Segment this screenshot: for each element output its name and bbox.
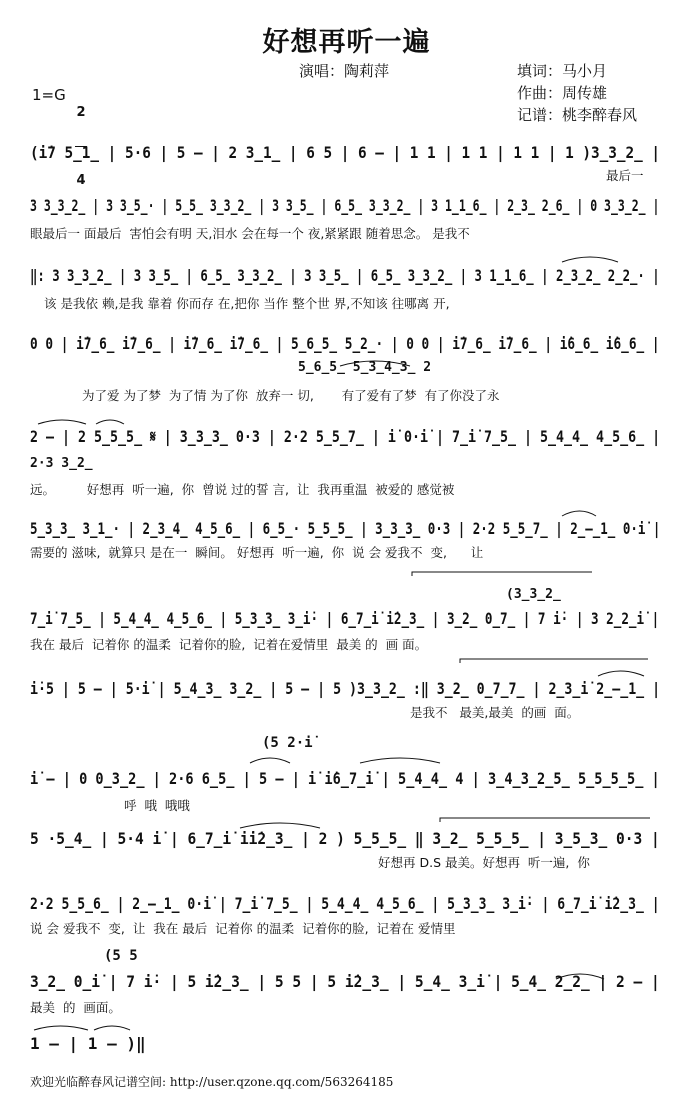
tie-arc — [598, 671, 644, 676]
lyrics-row-11: 说 会 爱我不 变, 让 我在 最后 记着你 的温柔 记着你的脸, 记着在 爱情里 — [30, 921, 456, 936]
tie-arc — [94, 1026, 130, 1030]
lyrics-row-3: 该 是我依 赖,是我 靠着 你而存 在,把你 当作 整个世 界,不知该 往哪离 开, — [44, 296, 450, 311]
tie-arc — [96, 420, 124, 424]
score-row-10: 5 ·5̲4̲ | 5·4 i̇ | 6̲7̲i̇ i̇i̇2̲3̲ | 2 ) 5̲5̲5̲ ‖ 3̲2̲ 5̲5̲5̲ | 3̲5̲3̲ 0·3 | — [30, 829, 660, 848]
song-title: 好想再听一遍 — [262, 27, 431, 58]
score-row-9: i̇ – | 0 0̲3̲2̲ | 2·6 6̲5̲ | 5 – | i̇ i̇6̲7̲i̇ | 5̲4̲4̲ 4 | 3̲4̲3̲2̲5̲ 5̲5̲5̲5̲ | — [30, 769, 660, 788]
lyricist-credit: 填词：马小月 — [517, 62, 608, 80]
lyrics-row-2: 眼最后一 面最后 害怕会有明 天,泪水 会在每一个 夜,紧紧跟 随着思念。 是我不 — [30, 226, 470, 241]
tie-arc — [360, 758, 440, 763]
lyrics-row-7: 我在 最后 记着你 的温柔 记着你的脸, 记着在爱情里 最美 的 画 面。 — [30, 637, 428, 652]
score-row-3: ‖: 3 3̲3̲2̲ | 3 3̲5̲ | 6̲5̲ 3̲3̲2̲ | 3 3̲5̲ | 6̲5̲ 3̲3̲2̲ | 3 1̲1̲6̲ | 2̲3̲2̲ 2̲2̲· | — [30, 266, 660, 285]
time-signature-top: 2 — [76, 105, 86, 120]
time-signature — [75, 80, 87, 200]
alt-notes-row-4: 5̲6̲5̲ 5̲3̲4̲3̲ 2 — [298, 360, 432, 375]
lyrics-row-1: 最后一 — [606, 168, 644, 183]
score-row-13: 1 – | 1 – )‖ — [30, 1034, 146, 1053]
score-row-5: 2 – | 2 5̲5̲5̲ 𝄋 | 3̲3̲3̲ 0·3 | 2·2 5̲5̲7̲ | i̇ 0·i̇ | 7̲i̇ 7̲5̲ | 5̲4̲4̲ 4̲5̲6̲ | — [30, 427, 661, 446]
singer-credit: 演唱：陶莉萍 — [299, 62, 390, 80]
alt-notes-row-9: (5 2·i̇ — [262, 735, 313, 751]
score-row-6: 5̲3̲3̲ 3̲1̲· | 2̲3̲4̲ 4̲5̲6̲ | 6̲5̲· 5̲5̲5̲ | 3̲3̲3̲ 0·3 | 2·2 5̲5̲7̲ | 2̲–̲1̲ 0·i̇ | — [30, 519, 661, 538]
footer-text: 欢迎光临醉春风记谱空间: http://user.qzone.qq.com/563264185 — [30, 1075, 394, 1089]
volta-bracket-1 — [412, 572, 592, 576]
composer-credit: 作曲：周传雄 — [517, 84, 608, 102]
alt-notes-row-7: (3̲3̲2̲ — [506, 587, 561, 602]
lyrics-row-6: 需要的 滋味, 就算只 是在一 瞬间。 好想再 听一遍, 你 说 会 爱我不 变, 让 — [30, 545, 484, 560]
transcriber-credit: 记谱：桃李醉春风 — [517, 106, 638, 124]
score-row-7: 7̲i̇ 7̲5̲ | 5̲4̲4̲ 4̲5̲6̲ | 5̲3̲3̲ 3̲i̇· | 6̲7̲i̇ i̇2̲3̲ | 3̲2̲ 0̲7̲ | 7 i̇· | 3 2̲2̲i̇ | — [30, 609, 660, 628]
alt-notes-row-12: (5 5 — [104, 948, 138, 964]
score-row-4: 0 0 | i̇7̲6̲ i̇7̲6̲ | i̇7̲6̲ i̇7̲6̲ | 5̲6̲5̲ 5̲2̲· | 0 0 | i̇7̲6̲ i̇7̲6̲ | i̇6̲6̲ i̇6̲6̲ | — [30, 334, 660, 353]
lyrics-row-8: 是我不 最美,最美 的画 面。 — [410, 705, 580, 720]
lyrics-row-4: 为了爱 为了梦 为了情 为了你 放弃一 切, 有了爱有了梦 有了你没了永 — [82, 388, 500, 403]
score-row-12: 3̲2̲ 0̲i̇ | 7 i̇· | 5 i̇2̲3̲ | 5 5 | 5 i̇2̲3̲ | 5̲4̲ 3̲i̇ | 5̲4̲ 2̲2̲ | 2 – | — [30, 972, 660, 991]
volta-bracket-3 — [440, 818, 650, 822]
tie-arc — [34, 1026, 88, 1030]
lyrics-row-9: 呼 哦 哦哦 — [124, 798, 190, 813]
tie-arc — [38, 420, 86, 424]
score-row-8: i̇·5 | 5 – | 5·i̇ | 5̲4̲3̲ 3̲2̲ | 5 – | 5 )3̲3̲2̲ :‖ 3̲2̲ 0̲7̲7̲ | 2̲3̲i̇ 2̲–̲1̲ | — [30, 679, 661, 698]
volta-bracket-2 — [460, 659, 648, 663]
time-signature-bottom: 4 — [76, 173, 86, 188]
lyrics-row-12: 最美 的 画面。 — [30, 1000, 121, 1015]
score-row-2: 3 3̲3̲2̲ | 3 3̲5̲· | 5̲5̲ 3̲3̲2̲ | 3 3̲5̲ | 6̲5̲ 3̲3̲2̲ | 3 1̲1̲6̲ | 2̲3̲ 2̲6̲ | 0 3̲3̲2̲ | — [30, 196, 660, 215]
score-row-11: 2·2 5̲5̲6̲ | 2̲–̲1̲ 0·i̇ | 7̲i̇ 7̲5̲ | 5̲4̲4̲ 4̲5̲6̲ | 5̲3̲3̲ 3̲i̇· | 6̲7̲i̇ i̇2̲3̲ | — [30, 894, 660, 913]
key-signature: 1=G — [32, 86, 66, 104]
alt-notes-row-5: 2·3 3̲2̲ — [30, 456, 93, 471]
tie-arc — [562, 257, 618, 262]
lyrics-row-5: 远。 好想再 听一遍, 你 曾说 过的誓 言, 让 我再重温 被爱的 感觉被 — [30, 482, 455, 497]
tie-arc — [240, 823, 320, 828]
tie-arc — [250, 758, 290, 763]
tie-arc — [562, 511, 596, 516]
score-row-1: (i̇7 5̲1̲ | 5·6 | 5 – | 2 3̲1̲ | 6 5 | 6 – | 1 1 | 1 1 | 1 1 | 1 )3̲3̲2̲ | — [30, 143, 661, 162]
lyrics-row-10: 好想再 D.S 最美。好想再 听一遍, 你 — [378, 855, 590, 870]
